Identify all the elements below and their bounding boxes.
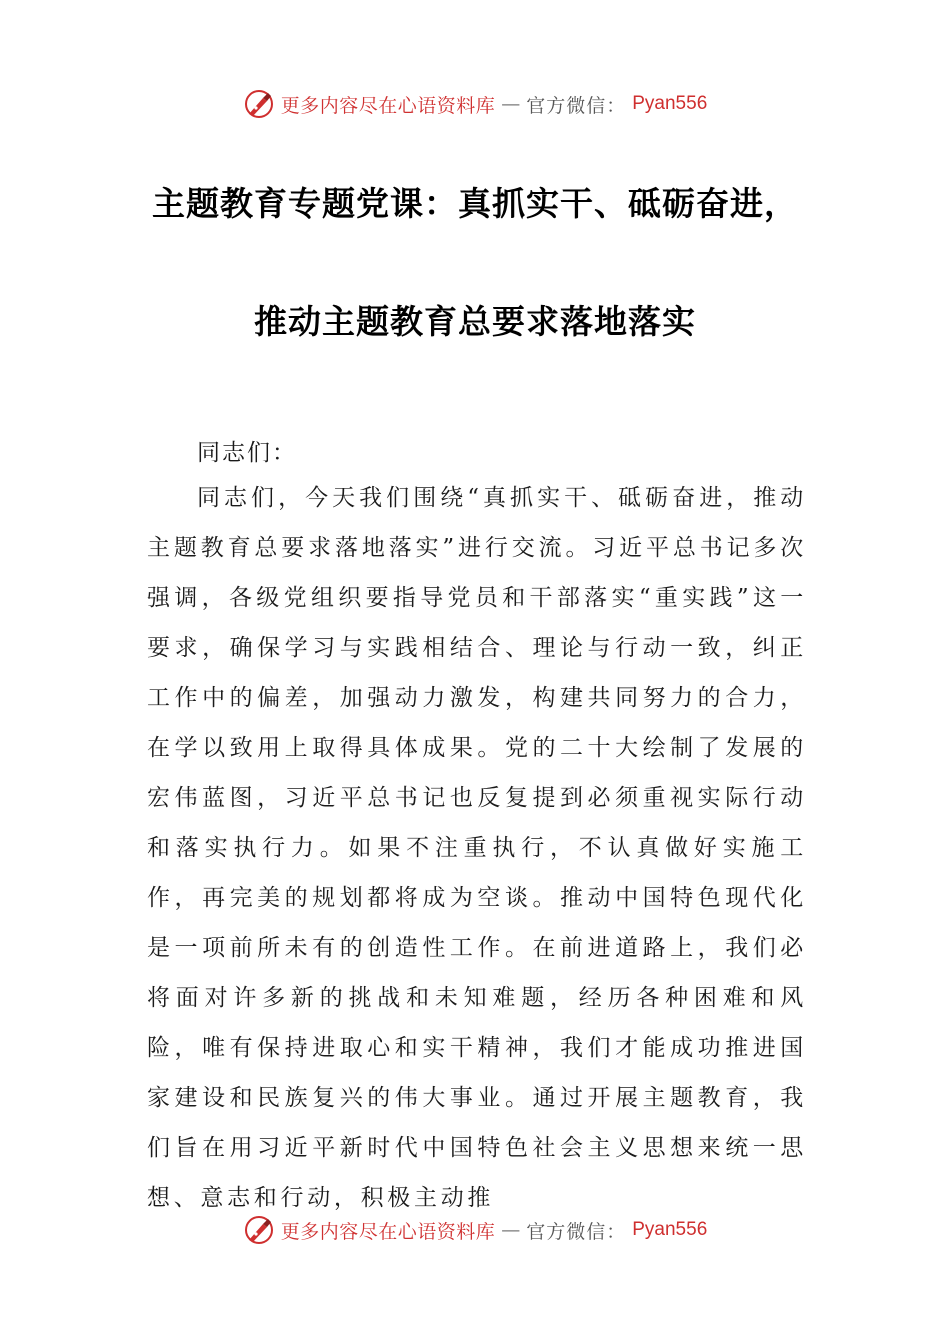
salutation: 同志们： [197, 440, 297, 466]
watermark-text: 更多内容尽在心语资料库 [280, 94, 496, 117]
watermark-account: Pyan556 [632, 1219, 708, 1240]
footer-watermark [0, 1212, 950, 1248]
watermark-text: 更多内容尽在心语资料库 [280, 1220, 496, 1243]
watermark-account: Pyan556 [632, 93, 708, 114]
pen-nib-circle-icon [243, 1214, 275, 1246]
document-title-line-1: 主题教育专题党课：真抓实干、砥砺奋进， [152, 184, 798, 223]
watermark-dash: — [501, 1219, 521, 1241]
watermark-dash: — [501, 93, 521, 115]
body-paragraph: 同志们，今天我们围绕“真抓实干、砥砺奋进，推动主题教育总要求落地落实”进行交流。习近平总书记多次强调，各级党组织要指导党员和干部落实“重实践”这一要求，确保学习与实践相结合、理论与行动一致，纠正工作中的偏差，加强动力激发，构建共同努力的合力，在学以致用上取得具体成果。党的二十大绘制了发展的宏伟蓝图，习近平总书记也反复提到必须重视实际行动和落实执行力。如果不注重执行，不认真做好实施工作，再完美的规划都将成为空谈。推动中国特色现代化是一项前所未有的创造性工作。在前进道路上，我们必将面对许多新的挑战和未知难题，经历各种困难和风险，唯有保持进取心和实干精神，我们才能成功推进国家建设和民族复兴的伟大事业。通过开展主题教育，我们旨在用习近平新时代中国特色社会主义思想来统一思想、意志和行动，积极主动推 [147, 485, 807, 1211]
watermark-official-label: 官方微信： [526, 94, 627, 117]
pen-nib-circle-icon [243, 88, 275, 120]
document-title-line-2: 推动主题教育总要求落地落实 [254, 302, 696, 341]
header-watermark [0, 86, 950, 122]
watermark-official-label: 官方微信： [526, 1220, 627, 1243]
